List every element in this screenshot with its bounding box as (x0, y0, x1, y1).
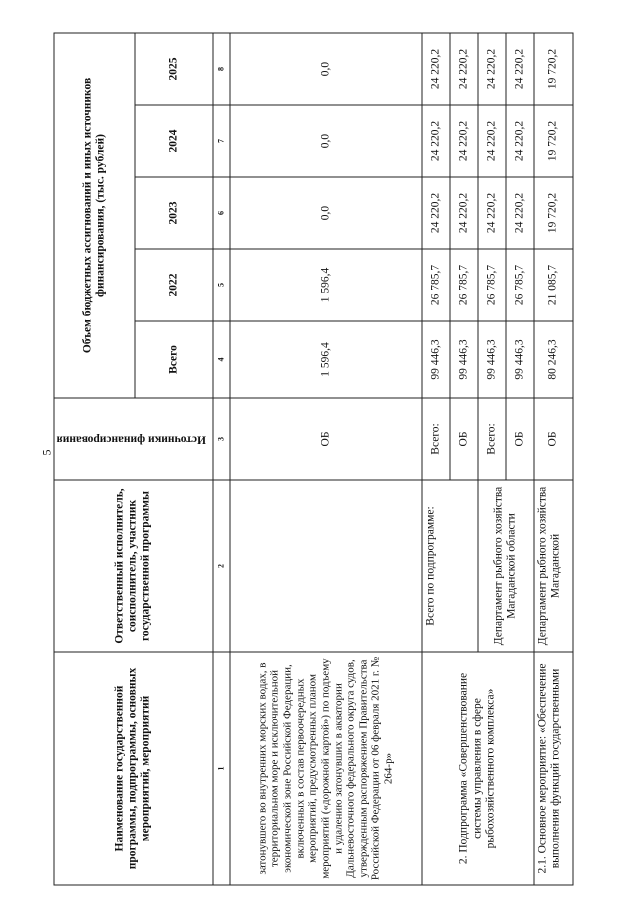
table-row (230, 33, 422, 885)
value-cell: 26 785,7 (478, 249, 506, 321)
col-number: 7 (213, 105, 230, 177)
measure-2-1-department: Департамент рыбного хозяйства Магаданской (534, 480, 573, 652)
header-source (54, 398, 213, 480)
subprogram-2-name: 2. Подпрограмма «Совершенствование системы управления в сфере рыбохозяйственного комплекса» (422, 652, 534, 885)
measure-description: затонувшего во внутренних морских водах, в территориальном море и исключительной экономической зоне Российской Федерации, включенных в состав первоочередных мероприятий, предусмотренных планом мероприятий («дорожной картой») по подъему и удалению затонувших в акватории Дальневосточного федерального округа судов, утвержденным распоряжением Правительства Российской Федерации от 06 февраля 2021 г. № 264-р» (230, 652, 422, 885)
value-cell: 24 220,2 (450, 33, 478, 105)
value-cell: 80 246,3 (534, 321, 573, 398)
subprogram-2-department: Департамент рыбного хозяйства Магаданской области (478, 480, 534, 652)
header-row (54, 33, 135, 885)
value-cell: 26 785,7 (450, 249, 478, 321)
header-2025: 2025 (135, 33, 213, 105)
funding-table (54, 32, 574, 885)
value-cell: 19 720,2 (534, 105, 573, 177)
header-2022: 2022 (135, 249, 213, 321)
header-funding-group: Объем бюджетных ассигнований и иных источников финансирования, (тыс. рублей) (54, 33, 135, 398)
value-cell: 24 220,2 (506, 177, 534, 249)
value-cell: 24 220,2 (478, 105, 506, 177)
col-number: 5 (213, 249, 230, 321)
value-cell: 24 220,2 (506, 105, 534, 177)
header-executor: Ответственный исполнитель, соисполнитель, участник государственной программы (54, 480, 213, 652)
value-cell: 26 785,7 (422, 249, 450, 321)
value-cell: 99 446,3 (478, 321, 506, 398)
table-row (422, 33, 450, 885)
value-cell: 24 220,2 (422, 105, 450, 177)
measure-executor (230, 480, 422, 652)
value-cell: 24 220,2 (450, 177, 478, 249)
measure-2024: 0,0 (230, 105, 422, 177)
measure-2025: 0,0 (230, 33, 422, 105)
value-cell: 26 785,7 (506, 249, 534, 321)
header-2024: 2024 (135, 105, 213, 177)
value-cell: 99 446,3 (450, 321, 478, 398)
value-cell: 24 220,2 (422, 33, 450, 105)
funding-table-page (54, 33, 587, 885)
page-number: 5 (39, 449, 54, 456)
value-cell: 19 720,2 (534, 33, 573, 105)
source-cell: ОБ (450, 398, 478, 480)
col-number: 8 (213, 33, 230, 105)
col-number: 2 (213, 480, 230, 652)
source-cell: ОБ (506, 398, 534, 480)
value-cell: 19 720,2 (534, 177, 573, 249)
col-number: 4 (213, 321, 230, 398)
col-number: 3 (213, 398, 230, 480)
value-cell: 24 220,2 (478, 33, 506, 105)
header-source-text: Источники финансирования (56, 433, 206, 446)
column-number-row (213, 33, 230, 885)
col-number: 1 (213, 652, 230, 885)
value-cell: 24 220,2 (478, 177, 506, 249)
subprogram-2-total-label: Всего по подпрограмме: (422, 480, 478, 652)
col-number: 6 (213, 177, 230, 249)
header-program-name: Наименование государственной программы, подпрограммы, основных мероприятий, мероприятий (54, 652, 213, 885)
value-cell: 99 446,3 (506, 321, 534, 398)
measure-2023: 0,0 (230, 177, 422, 249)
header-total: Всего (135, 321, 213, 398)
value-cell: 24 220,2 (506, 33, 534, 105)
measure-total: 1 596,4 (230, 321, 422, 398)
source-cell: ОБ (534, 398, 573, 480)
measure-2-1-name: 2.1. Основное мероприятие: «Обеспечение выполнения функций государственными (534, 652, 573, 885)
measure-2022: 1 596,4 (230, 249, 422, 321)
value-cell: 21 085,7 (534, 249, 573, 321)
table-row (534, 33, 573, 885)
value-cell: 24 220,2 (450, 105, 478, 177)
header-2023: 2023 (135, 177, 213, 249)
value-cell: 24 220,2 (422, 177, 450, 249)
source-cell: Всего: (422, 398, 450, 480)
measure-source: ОБ (230, 398, 422, 480)
source-cell: Всего: (478, 398, 506, 480)
value-cell: 99 446,3 (422, 321, 450, 398)
